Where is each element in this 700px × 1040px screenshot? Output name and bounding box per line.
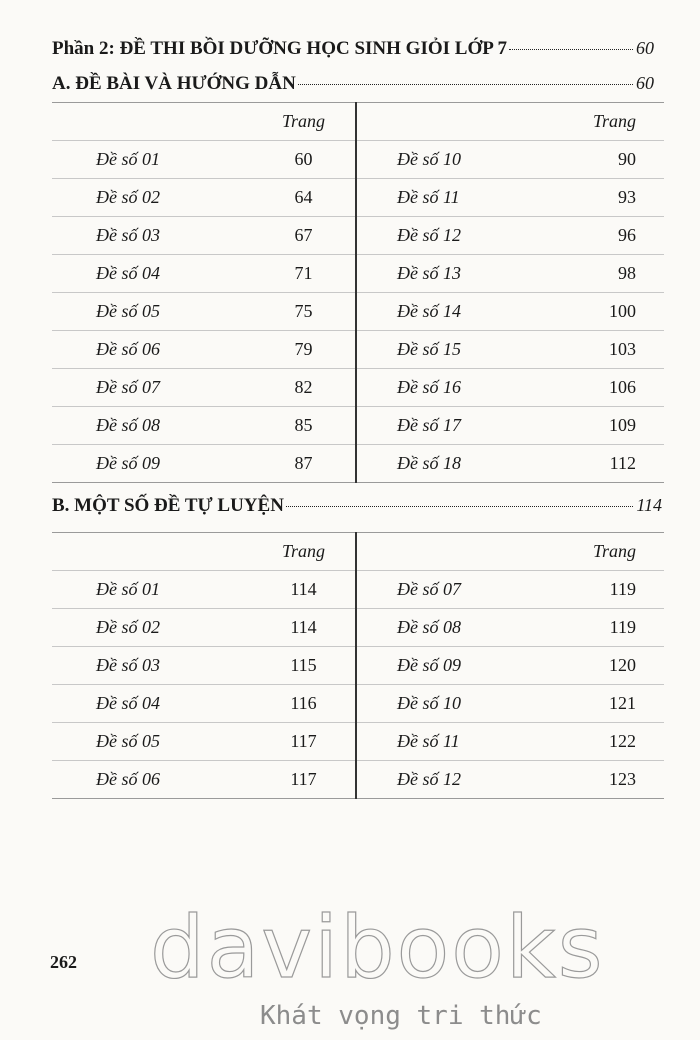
table-row	[52, 179, 664, 217]
exam-page-right: 100	[556, 293, 664, 331]
table-row	[52, 141, 664, 179]
page-number: 262	[50, 952, 77, 972]
exam-name-left: Đề số 06	[52, 761, 252, 799]
exam-page-left: 115	[252, 647, 356, 685]
toc-entry-part2	[52, 38, 654, 60]
toc-entry-section-a	[52, 73, 654, 95]
exam-page-right: 119	[556, 609, 664, 647]
header-page-label: Trang	[556, 533, 664, 571]
exam-page-right: 106	[556, 369, 664, 407]
section-a-table-body	[52, 103, 664, 483]
section-b-page: 114	[636, 495, 662, 515]
section-a-title: A. ĐỀ BÀI VÀ HƯỚNG DẪN	[52, 73, 296, 94]
exam-name-left: Đề số 09	[52, 445, 252, 483]
table-row	[52, 445, 664, 483]
header-page-label: Trang	[252, 533, 356, 571]
exam-name-right: Đề số 15	[356, 331, 556, 369]
part2-title: Phần 2: ĐỀ THI BỒI DƯỠNG HỌC SINH GIỎI LỚP 7	[52, 38, 508, 59]
exam-page-right: 121	[556, 685, 664, 723]
exam-name-right: Đề số 11	[356, 723, 556, 761]
exam-page-left: 79	[252, 331, 356, 369]
exam-name-right: Đề số 13	[356, 255, 556, 293]
exam-name-left: Đề số 04	[52, 255, 252, 293]
exam-name-right: Đề số 10	[356, 685, 556, 723]
exam-page-right: 109	[556, 407, 664, 445]
leader-dots	[509, 49, 633, 50]
exam-page-left: 114	[252, 571, 356, 609]
exam-page-right: 119	[556, 571, 664, 609]
section-b-table-body	[52, 533, 664, 799]
exam-page-left: 71	[252, 255, 356, 293]
exam-page-left: 67	[252, 217, 356, 255]
exam-page-right: 120	[556, 647, 664, 685]
section-b-table	[52, 532, 664, 799]
exam-page-left: 85	[252, 407, 356, 445]
exam-name-right: Đề số 09	[356, 647, 556, 685]
table-header-row	[52, 103, 664, 141]
exam-name-left: Đề số 01	[52, 571, 252, 609]
table-row	[52, 685, 664, 723]
exam-page-left: 87	[252, 445, 356, 483]
exam-page-left: 82	[252, 369, 356, 407]
table-row	[52, 255, 664, 293]
exam-name-left: Đề số 08	[52, 407, 252, 445]
table-row	[52, 217, 664, 255]
toc-entry-section-b	[52, 495, 662, 517]
exam-page-right: 98	[556, 255, 664, 293]
exam-name-left: Đề số 07	[52, 369, 252, 407]
table-row	[52, 369, 664, 407]
header-empty-cell	[52, 103, 252, 141]
exam-page-right: 123	[556, 761, 664, 799]
exam-name-left: Đề số 06	[52, 331, 252, 369]
section-a-table	[52, 102, 664, 483]
header-empty-cell	[356, 103, 556, 141]
table-row	[52, 331, 664, 369]
exam-page-right: 103	[556, 331, 664, 369]
table-row	[52, 407, 664, 445]
exam-name-right: Đề số 12	[356, 761, 556, 799]
exam-page-right: 112	[556, 445, 664, 483]
exam-name-right: Đề số 11	[356, 179, 556, 217]
table-row	[52, 571, 664, 609]
leader-dots	[286, 506, 633, 507]
leader-dots	[298, 84, 633, 85]
exam-name-right: Đề số 08	[356, 609, 556, 647]
exam-name-left: Đề số 02	[52, 179, 252, 217]
exam-page-left: 117	[252, 761, 356, 799]
table-row	[52, 761, 664, 799]
exam-name-right: Đề số 16	[356, 369, 556, 407]
exam-page-left: 114	[252, 609, 356, 647]
exam-page-left: 117	[252, 723, 356, 761]
table-row	[52, 293, 664, 331]
exam-name-right: Đề số 18	[356, 445, 556, 483]
exam-page-right: 93	[556, 179, 664, 217]
section-b-title: B. MỘT SỐ ĐỀ TỰ LUYỆN	[52, 495, 284, 516]
exam-name-left: Đề số 02	[52, 609, 252, 647]
exam-name-left: Đề số 03	[52, 647, 252, 685]
exam-name-left: Đề số 05	[52, 723, 252, 761]
watermark-logo	[150, 898, 670, 1035]
exam-page-right: 90	[556, 141, 664, 179]
exam-name-left: Đề số 05	[52, 293, 252, 331]
exam-name-left: Đề số 01	[52, 141, 252, 179]
table-row	[52, 723, 664, 761]
exam-name-right: Đề số 12	[356, 217, 556, 255]
exam-page-right: 96	[556, 217, 664, 255]
exam-name-right: Đề số 17	[356, 407, 556, 445]
exam-page-left: 60	[252, 141, 356, 179]
exam-page-left: 116	[252, 685, 356, 723]
table-row	[52, 647, 664, 685]
exam-page-left: 64	[252, 179, 356, 217]
table-row	[52, 609, 664, 647]
watermark-title: davibooks	[150, 898, 605, 998]
header-page-label: Trang	[252, 103, 356, 141]
exam-name-right: Đề số 07	[356, 571, 556, 609]
watermark-slogan: Khát vọng tri thức	[260, 1001, 542, 1031]
exam-name-left: Đề số 04	[52, 685, 252, 723]
part2-page: 60	[636, 38, 654, 58]
table-header-row	[52, 533, 664, 571]
exam-name-right: Đề số 10	[356, 141, 556, 179]
exam-page-right: 122	[556, 723, 664, 761]
header-page-label: Trang	[556, 103, 664, 141]
header-empty-cell	[356, 533, 556, 571]
exam-page-left: 75	[252, 293, 356, 331]
section-a-page: 60	[636, 73, 654, 93]
exam-name-right: Đề số 14	[356, 293, 556, 331]
header-empty-cell	[52, 533, 252, 571]
exam-name-left: Đề số 03	[52, 217, 252, 255]
